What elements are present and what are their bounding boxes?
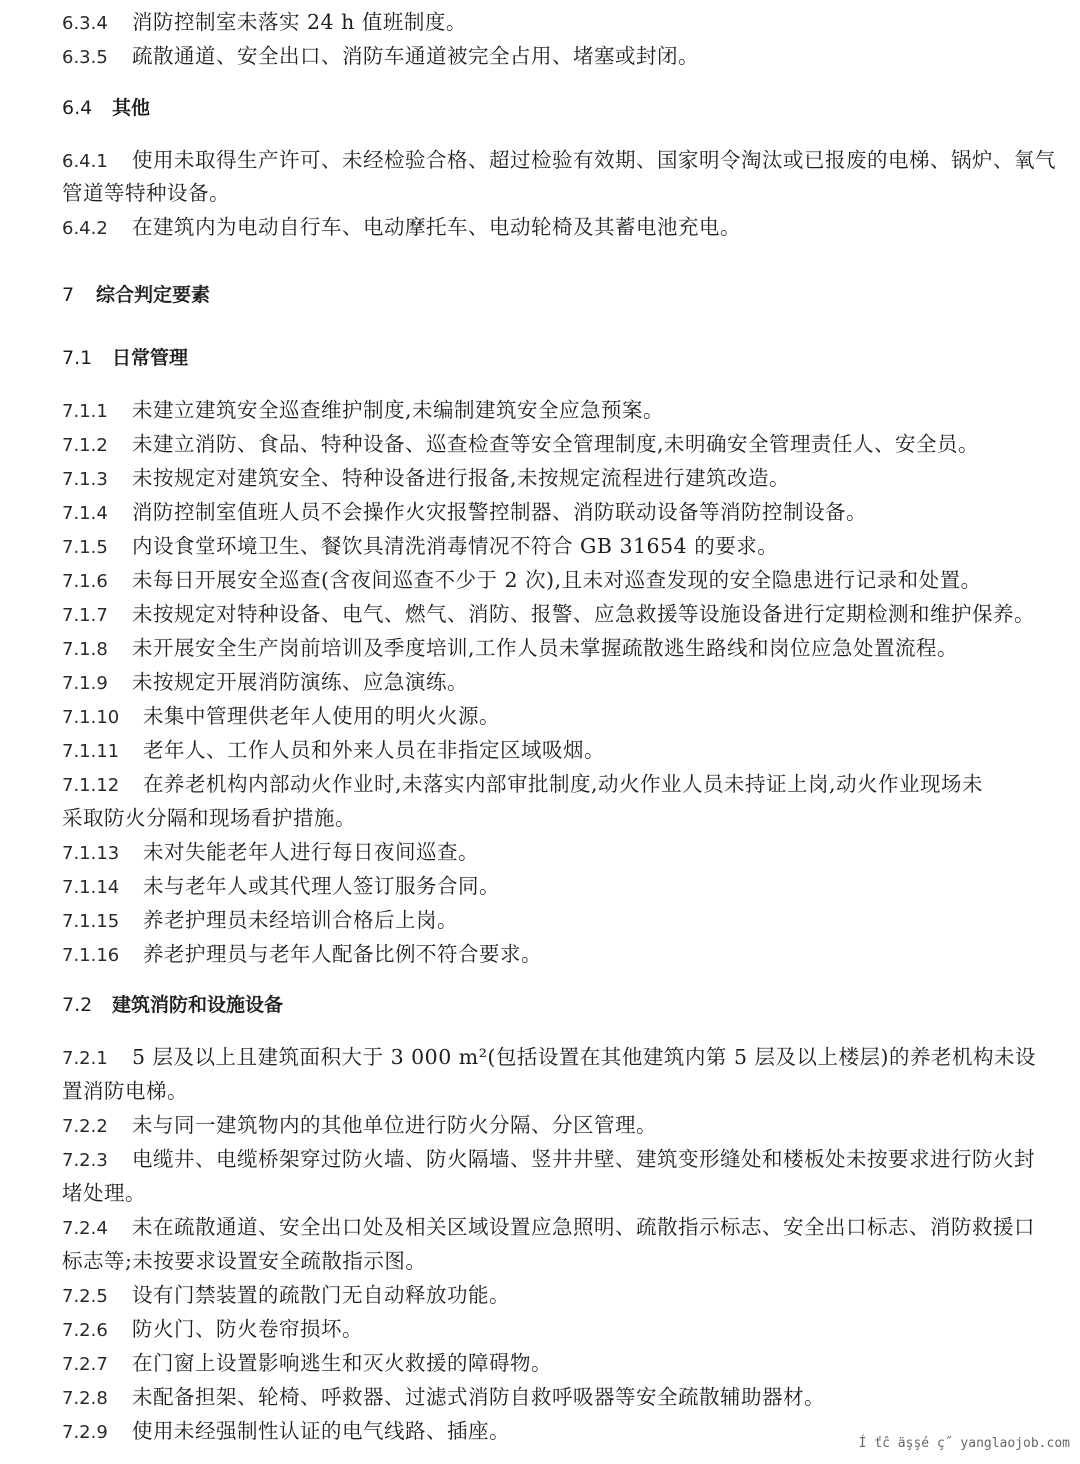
clause-number: 7.1.5 — [62, 537, 108, 558]
chapter-title: 综合判定要素 — [96, 284, 211, 306]
clause-text: 未建立建筑安全巡查维护制度,未编制建筑安全应急预案。 — [132, 398, 665, 422]
clause-7-2-3 — [62, 1144, 1035, 1174]
clause-text: 未按规定对建筑安全、特种设备进行报备,未按规定流程进行建筑改造。 — [132, 466, 791, 490]
clause-text: 养老护理员与老年人配备比例不符合要求。 — [143, 942, 542, 966]
clause-7-2-1-continuation: 置消防电梯。 — [62, 1079, 188, 1103]
clause-number: 7.1.12 — [62, 775, 120, 796]
section-heading-6-4 — [62, 93, 150, 123]
clause-7-2-4 — [62, 1212, 1035, 1242]
clause-number: 7.2.3 — [62, 1150, 108, 1171]
clause-number: 7.1.16 — [62, 945, 120, 966]
clause-number: 7.2.7 — [62, 1354, 108, 1375]
clause-text: 消防控制室值班人员不会操作火灾报警控制器、消防联动设备等消防控制设备。 — [132, 500, 867, 524]
clause-text: 在建筑内为电动自行车、电动摩托车、电动轮椅及其蓄电池充电。 — [132, 215, 741, 239]
clause-text: 使用未经强制性认证的电气线路、插座。 — [132, 1419, 510, 1443]
clause-number: 7.2.8 — [62, 1388, 108, 1409]
clause-number: 7.2.4 — [62, 1218, 108, 1239]
clause-7-1-8 — [62, 633, 958, 663]
clause-number: 7.1.2 — [62, 435, 108, 456]
clause-text: 未配备担架、轮椅、呼救器、过滤式消防自救呼吸器等安全疏散辅助器材。 — [132, 1385, 825, 1409]
watermark: Í ťĉ äşşé ç˝ yanglaojob.com — [858, 1436, 1070, 1451]
clause-text: 在门窗上设置影响逃生和灭火救援的障碍物。 — [132, 1351, 552, 1375]
clause-text: 疏散通道、安全出口、消防车通道被完全占用、堵塞或封闭。 — [132, 44, 699, 68]
clause-7-1-16 — [62, 939, 542, 969]
clause-text: 未集中管理供老年人使用的明火火源。 — [143, 704, 500, 728]
clause-7-2-3-continuation: 堵处理。 — [62, 1181, 146, 1205]
clause-number: 7.2.6 — [62, 1320, 108, 1341]
clause-7-1-1 — [62, 395, 664, 425]
clause-text: 老年人、工作人员和外来人员在非指定区域吸烟。 — [143, 738, 605, 762]
clause-text: 电缆井、电缆桥架穿过防火墙、防火隔墙、竖井井壁、建筑变形缝处和楼板处未按要求进行防火封 — [132, 1147, 1035, 1171]
clause-7-1-12-continuation: 采取防火分隔和现场看护措施。 — [62, 806, 356, 830]
clause-7-2-5 — [62, 1280, 510, 1310]
clause-text: 消防控制室未落实 24 h 值班制度。 — [132, 10, 467, 34]
clause-number: 7.1.4 — [62, 503, 108, 524]
clause-7-2-7 — [62, 1348, 552, 1378]
clause-number: 6.3.5 — [62, 47, 108, 68]
clause-number: 6.4.1 — [62, 151, 108, 172]
clause-6-4-1-continuation: 管道等特种设备。 — [62, 181, 230, 205]
clause-7-1-13 — [62, 837, 479, 867]
clause-text: 未与同一建筑物内的其他单位进行防火分隔、分区管理。 — [132, 1113, 657, 1137]
clause-number: 7.1.14 — [62, 877, 120, 898]
clause-number: 7.2.9 — [62, 1422, 108, 1443]
clause-7-2-6 — [62, 1314, 363, 1344]
clause-number: 7.1.8 — [62, 639, 108, 660]
clause-7-1-14 — [62, 871, 500, 901]
clause-text: 未按规定开展消防演练、应急演练。 — [132, 670, 468, 694]
clause-6-4-2 — [62, 212, 741, 242]
clause-text: 使用未取得生产许可、未经检验合格、超过检验有效期、国家明令淘汰或已报废的电梯、锅炉、氧气 — [132, 148, 1056, 172]
clause-6-4-1 — [62, 145, 1056, 175]
clause-text: 未对失能老年人进行每日夜间巡查。 — [143, 840, 479, 864]
clause-text: 在养老机构内部动火作业时,未落实内部审批制度,动火作业人员未持证上岗,动火作业现场未 — [143, 772, 984, 796]
clause-text: 未开展安全生产岗前培训及季度培训,工作人员未掌握疏散逃生路线和岗位应急处置流程。 — [132, 636, 959, 660]
clause-number: 7.2.1 — [62, 1048, 108, 1069]
clause-7-1-5 — [62, 531, 778, 561]
chapter-heading-7 — [62, 280, 210, 310]
clause-6-3-5 — [62, 41, 699, 71]
clause-7-1-2 — [62, 429, 979, 459]
clause-7-2-4-continuation: 标志等;未按要求设置安全疏散指示图。 — [62, 1249, 427, 1273]
clause-number: 6.3.4 — [62, 13, 108, 34]
clause-number: 7.1.3 — [62, 469, 108, 490]
clause-number: 7.1.13 — [62, 843, 120, 864]
section-title: 其他 — [112, 97, 151, 119]
section-number: 6.4 — [62, 97, 93, 119]
clause-number: 7.1.15 — [62, 911, 120, 932]
clause-number: 7.2.2 — [62, 1116, 108, 1137]
section-heading-7-1 — [62, 343, 188, 373]
clause-text: 内设食堂环境卫生、餐饮具清洗消毒情况不符合 GB 31654 的要求。 — [132, 534, 779, 558]
clause-text: 未按规定对特种设备、电气、燃气、消防、报警、应急救援等设施设备进行定期检测和维护保养。 — [132, 602, 1035, 626]
clause-7-2-9 — [62, 1416, 510, 1446]
clause-7-1-10 — [62, 701, 500, 731]
clause-number: 7.1.9 — [62, 673, 108, 694]
clause-7-1-4 — [62, 497, 867, 527]
clause-text: 未与老年人或其代理人签订服务合同。 — [143, 874, 500, 898]
clause-number: 7.1.7 — [62, 605, 108, 626]
clause-7-2-2 — [62, 1110, 657, 1140]
clause-7-2-8 — [62, 1382, 825, 1412]
clause-7-1-3 — [62, 463, 790, 493]
clause-number: 7.2.5 — [62, 1286, 108, 1307]
section-number: 7.1 — [62, 347, 93, 369]
clause-text: 养老护理员未经培训合格后上岗。 — [143, 908, 458, 932]
clause-text: 未每日开展安全巡查(含夜间巡查不少于 2 次),且未对巡查发现的安全隐患进行记录和处置。 — [132, 568, 982, 592]
clause-text: 5 层及以上且建筑面积大于 3 000 m²(包括设置在其他建筑内第 5 层及以上楼层)的养老机构未设 — [132, 1045, 1037, 1069]
clause-number: 6.4.2 — [62, 218, 108, 239]
clause-number: 7.1.6 — [62, 571, 108, 592]
clause-7-2-1 — [62, 1042, 1036, 1072]
clause-text: 未建立消防、食品、特种设备、巡查检查等安全管理制度,未明确安全管理责任人、安全员。 — [132, 432, 980, 456]
section-title: 建筑消防和设施设备 — [112, 994, 284, 1016]
clause-7-1-9 — [62, 667, 468, 697]
clause-number: 7.1.10 — [62, 707, 120, 728]
clause-7-1-11 — [62, 735, 605, 765]
clause-7-1-15 — [62, 905, 458, 935]
clause-number: 7.1.1 — [62, 401, 108, 422]
clause-7-1-6 — [62, 565, 982, 595]
section-heading-7-2 — [62, 990, 283, 1020]
clause-number: 7.1.11 — [62, 741, 120, 762]
clause-text: 未在疏散通道、安全出口处及相关区域设置应急照明、疏散指示标志、安全出口标志、消防救援口 — [132, 1215, 1035, 1239]
chapter-number: 7 — [62, 284, 75, 306]
clause-text: 设有门禁装置的疏散门无自动释放功能。 — [132, 1283, 510, 1307]
section-title: 日常管理 — [112, 347, 189, 369]
clause-6-3-4 — [62, 7, 467, 37]
section-number: 7.2 — [62, 994, 93, 1016]
clause-7-1-7 — [62, 599, 1035, 629]
clause-text: 防火门、防火卷帘损坏。 — [132, 1317, 363, 1341]
clause-7-1-12 — [62, 769, 983, 799]
